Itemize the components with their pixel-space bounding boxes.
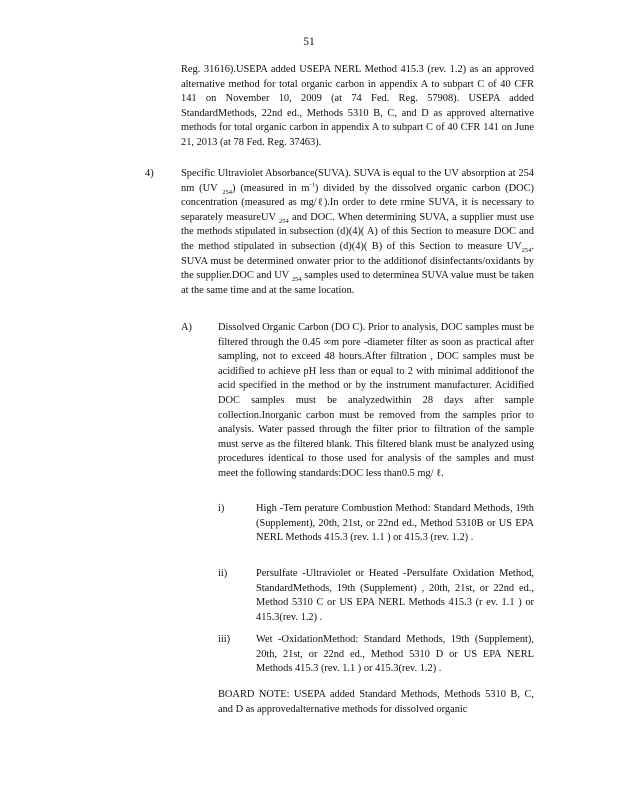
item-4-suva-paragraph — [181, 167, 534, 298]
intro-paragraph: Reg. 31616).USEPA added USEPA NERL Method 415.3 (rev. 1.2) as an approved alternative method for total organic carbon in appendix A to subpart C of 40 CFR 141 on November 10, 2009 (at 74 Fed. Reg. 57908). USEPA added StandardMethods, 22nd ed., Methods 5310 B, C, and D as approved alternative methods for total organic carbon in appendix A to subpart C of 40 CFR 141 on June 21, 2013 (at 78 Fed. Reg. 37463). — [181, 64, 534, 148]
page-number: 51 — [303, 36, 315, 48]
item-4-text-5: . SUVA must be determined onwater prior to the additionof disinfectants/oxidants by the supplier.DOC and UV — [181, 240, 534, 282]
item-a-marker: A) — [181, 322, 192, 333]
sub-item-i-text: High -Tem perature Combustion Method: Standard Methods, 19th (Supplement), 20th, 21st, or 22nd ed., Method 5310B or US EPA NERL Methods 415.3 (rev. 1.1 ) or 415.3 (rev. 1.2) . — [256, 503, 534, 544]
item-4-text-1: Specific Ultraviolet Absorbance(SUVA). SUVA is equal to the UV absorption at 254 nm (UV — [181, 168, 534, 194]
sub-item-ii-text: Persulfate -Ultraviolet or Heated -Persulfate Oxidation Method, StandardMethods, 19th (Supplement) , 20th, 21st, or 22nd ed., Method 5310 C or US EPA NERL Methods 415.3 (r ev. 1.1 ) or 415.3(rev. 1.2) . — [256, 568, 534, 623]
item-4-marker: 4) — [145, 168, 154, 179]
item-4-sub-2: 254 — [279, 217, 289, 225]
sub-item-i-marker: i) — [218, 503, 225, 514]
item-4-text-3: ) divided by the dissolved organic carbon (DOC) concentration (measured as mg/ℓ).In order to dete rmine SUVA, it is necessary to separately measureUV — [181, 182, 534, 223]
item-4-text-2: ) (measured in m — [232, 182, 310, 194]
item-4-sub-4: 254 — [291, 276, 302, 284]
item-4-sub-1: 254 — [222, 188, 233, 196]
item-4-text-4: and DOC. When determining SUVA, a supplier must use the methods stipulated in subsection (d)(4)( A) of this Section to measure DOC and the method stipulated in subsection (d)(4)( B) of this Section to measure UV — [181, 211, 535, 252]
sub-item-iii-marker: iii) — [218, 634, 231, 645]
board-note: BOARD NOTE: USEPA added Standard Methods, Methods 5310 B, C, and D as approvedalternative methods for dissolved organic — [218, 689, 534, 715]
sub-item-ii-marker: ii) — [218, 568, 228, 579]
item-4-text-6: samples used to determinea SUVA value must be taken at the same time and at the same location. — [181, 270, 534, 296]
item-4-sup-1: -1 — [309, 181, 315, 189]
item-4-sub-3: 254 — [521, 247, 532, 255]
sub-item-iii-text: Wet -OxidationMethod: Standard Methods, 19th (Supplement), 20th, 21st, or 22nd ed., Method 5310 D or US EPA NERL Methods 415.3 (rev. 1.1 ) or 415.3(rev. 1.2) . — [256, 634, 534, 675]
item-a-doc-paragraph: Dissolved Organic Carbon (DO C). Prior to analysis, DOC samples must be filtered through the 0.45 ∞m pore -diameter filter as soon as practical after sampling, not to exceed 48 hours.After filtration , DOC samples must be acidified to achieve pH less than or equal to 2 with minimal additionof the acid specified in the method or by the instrument manufacturer. Acidified DOC samples must be analyzedwithin 28 days after sample collection.Inorganic carbon must be removed from the samples prior to analysis. Water passed through the filter prior to filtration of the sample must serve as the filtered blank. This filtered blank must be analyzed using procedures identical to those used for analysis of the samples and must meet the following standards:DOC less than0.5 mg/ ℓ. — [218, 322, 534, 479]
